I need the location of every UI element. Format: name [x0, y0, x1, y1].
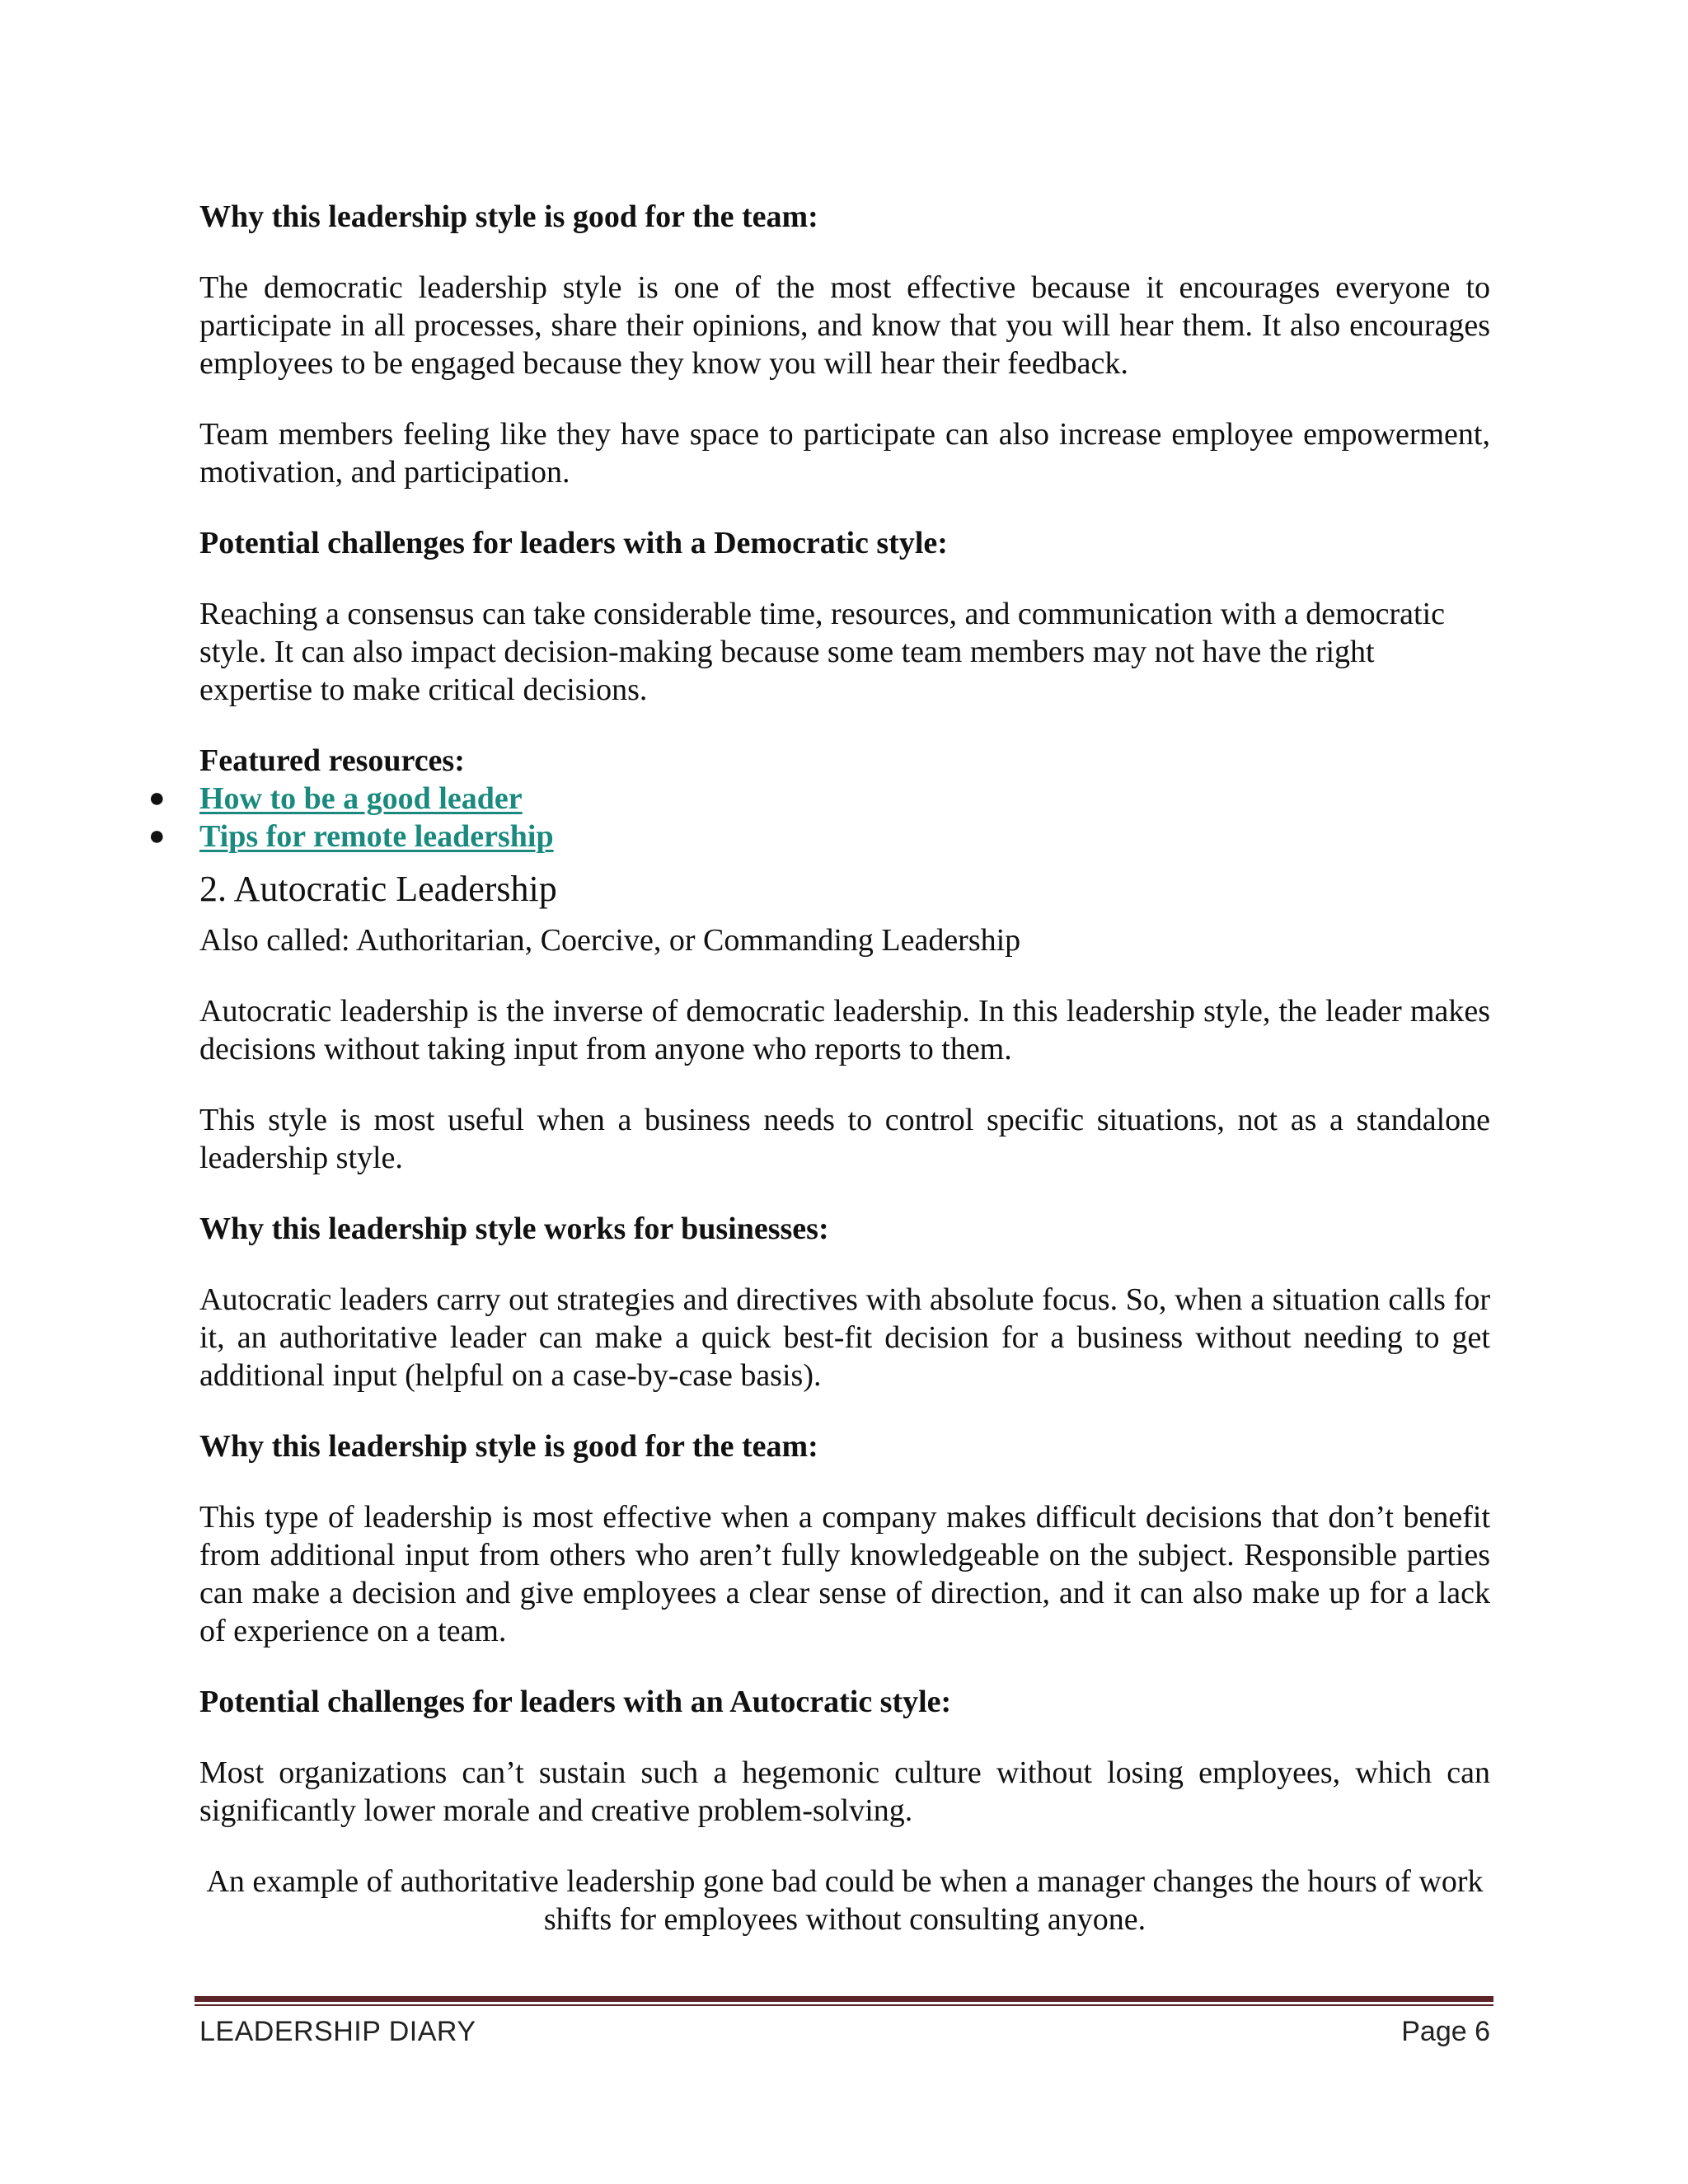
footer-rule-thin: [195, 2004, 1493, 2006]
paragraph: This type of leadership is most effective when a company makes difficult decisions that don’t benefit from additional input from others who aren’t fully knowledgeable on the subject. Responsible parties can make a decision and give employees a clear sense of direction, and it can also make up for a lack of experience on a team.: [199, 1500, 1490, 1648]
link-good-leader[interactable]: How to be a good leader: [199, 781, 523, 816]
paragraph: Reaching a consensus can take considerable time, resources, and communication with a democratic style. It can also impact decision-making because some team members may not have the right expertise to make critical decisions.: [199, 597, 1446, 707]
paragraph: Most organizations can’t sustain such a hegemonic culture without losing employees, which can significantly lower morale and creative problem-solving.: [199, 1755, 1490, 1828]
heading-team-benefit: Why this leadership style is good for the team:: [199, 1429, 818, 1464]
heading-team-benefit: Why this leadership style is good for the team:: [199, 199, 818, 234]
page-number: Page 6: [1401, 2016, 1490, 2047]
example-paragraph: An example of authoritative leadership gone bad could be when a manager changes the hours of work shifts for employees without consulting anyone.: [206, 1864, 1484, 1937]
paragraph: Team members feeling like they have space to participate can also increase employee empowerment, motivation, and participation.: [199, 417, 1490, 490]
heading-business-benefit: Why this leadership style works for businesses:: [199, 1212, 829, 1246]
footer-rule: [195, 1996, 1493, 2002]
section-title-autocratic: 2. Autocratic Leadership: [199, 869, 557, 909]
paragraph: The democratic leadership style is one of the most effective because it encourages everyone to participate in all processes, share their opinions, and know that you will hear them. It also encourages employees to be engaged because they know you will hear their feedback.: [199, 270, 1490, 381]
bullet-icon: ●: [148, 783, 166, 813]
footer-title: LEADERSHIP DIARY: [199, 2016, 476, 2047]
paragraph: Autocratic leaders carry out strategies and directives with absolute focus. So, when a situation calls for it, an authoritative leader can make a quick best-fit decision for a business without needing to get additional input (helpful on a case-by-case basis).: [199, 1282, 1490, 1393]
page-footer: [199, 2013, 1490, 2050]
heading-featured-resources: Featured resources:: [199, 743, 465, 778]
heading-autocratic-challenges: Potential challenges for leaders with an Autocratic style:: [199, 1685, 952, 1719]
bullet-icon: ●: [148, 821, 166, 851]
paragraph: Autocratic leadership is the inverse of democratic leadership. In this leadership style, the leader makes decisions without taking input from anyone who reports to them.: [199, 994, 1490, 1066]
list-item: [148, 818, 1490, 855]
featured-resources-list: [148, 780, 1490, 855]
page-body: [148, 198, 1490, 1938]
list-item: [148, 780, 1490, 818]
heading-democratic-challenges: Potential challenges for leaders with a Democratic style:: [199, 526, 948, 560]
link-remote-leadership[interactable]: Tips for remote leadership: [199, 819, 554, 854]
also-called-line: Also called: Authoritarian, Coercive, or Commanding Leadership: [199, 923, 1021, 958]
paragraph: This style is most useful when a business needs to control specific situations, not as a standalone leadership style.: [199, 1103, 1490, 1175]
